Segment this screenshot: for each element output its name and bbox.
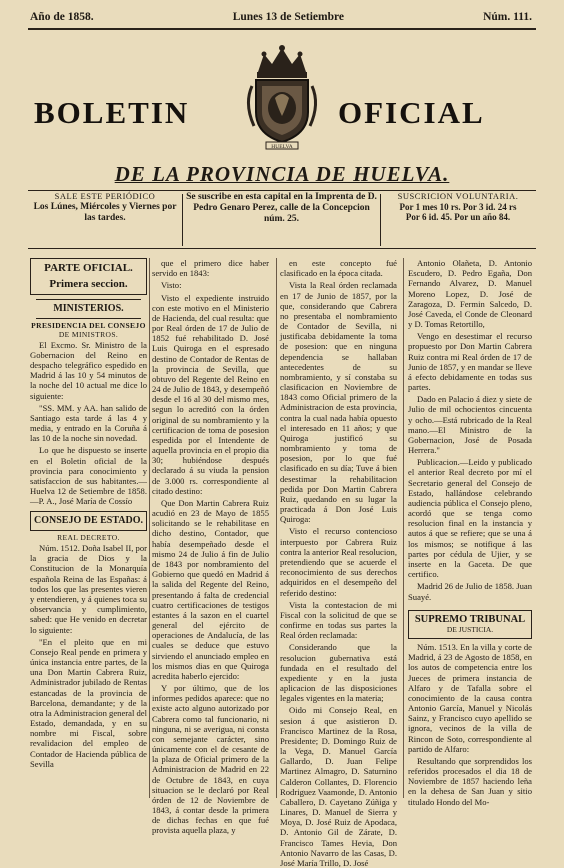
subscription-prices-heading: SUSCRICION VOLUNTARIA. bbox=[397, 191, 519, 201]
masthead-left-word: BOLETIN bbox=[34, 95, 190, 130]
info-rule bbox=[28, 248, 536, 249]
paragraph: Resultando que sorprendidos los referidos procesados el dia 18 de Noviembre de 1857 haciendo leña en la dehesa de San Juan y sitio titulado Hondo del Mo- bbox=[408, 755, 532, 807]
justice-subtitle: DE JUSTICIA. bbox=[446, 625, 494, 635]
decree-heading: REAL DECRETO. bbox=[57, 533, 120, 543]
paragraph: "En el pleito que en mi Consejo Real pende en primera y única instancia entre partes, de la una Don Martin Cabrera Ruiz, Administrador jubilado de Rentas estancadas de la provincia de Barcelona, demandante; y de la otra la Administracion general del Estado, demandada, y en su nombre mi Fiscal, sobre revalidacion del empleo de Contador de Hacienda pública de Sevilla bbox=[30, 636, 147, 769]
subscription-place-text: Se suscribe en esta capital en la Imprenta de D. Pedro Genaro Perez, calle de la Concepcion núm. 25. bbox=[186, 192, 377, 224]
section-title: Primera seccion. bbox=[49, 278, 128, 291]
column-3 bbox=[280, 258, 397, 868]
official-part-title: PARTE OFICIAL. bbox=[44, 262, 133, 274]
column-divider bbox=[149, 258, 150, 798]
issue-date: Lunes 13 de Setiembre bbox=[232, 11, 344, 23]
column-divider bbox=[276, 258, 277, 798]
paragraph: Dado en Palacio á diez y siete de Julio de mil ochocientos cincuenta y ocho.—Está rubricado de la Real mano.—El Ministro de la Gobernacion, José de Posada Herrera." bbox=[408, 394, 532, 456]
publication-days-heading: SALE ESTE PERIÓDICO bbox=[54, 191, 156, 201]
paragraph: Que Don Martin Cabrera Ruiz acudió en 23 de Mayo de 1855 solicitando se le rehabilitase en dicho destino, Contador, que había desempeñado desde el mismo 24 de Julio á fin de Julio de 1843 por nombramiento del Gobierno que quedó en Madrid á la salida del Regente del Reino, presentando á falta de credencial cuatro certificaciones de testigos estantes á la sazon en el cuartel general del ejército de operaciones de Andalucía, de las cuales se deduce que estuvo sirviendo el anunciado empleo en los mismos dias en que Quiroga acredita haberlo ejercido: bbox=[152, 497, 269, 681]
paragraph: Oido mi Consejo Real, en sesion á que asistieron D. Francisco Martinez de la Rosa, Presidente; D. Domingo Ruiz de la Vega, D. Manuel García Gallardo, D. Juan Felipe Martinez Almagro, D. Saturnino Calderon Collantes, D. Florencio Rodriguez Vaamonde, D. Antonio Caballero, D. Cayetano Zúñiga y Linares, D. Manuel de Sierra y Moya, D. José Ruiz de Apodaca, D. Antonio Gil de Zárate, D. Francisco Tames Hevia, Don Antonio Navarro de las Casas, D. José María Trillo, D. José bbox=[280, 705, 397, 868]
ministries-heading: MINISTERIOS. bbox=[53, 303, 124, 315]
column-divider bbox=[403, 258, 404, 798]
issue-year: Año de 1858. bbox=[30, 11, 94, 23]
masthead-subtitle: DE LA PROVINCIA DE HUELVA. bbox=[114, 162, 450, 186]
paragraph: Vengo en desestimar el recurso propuesto por Don Martin Cabrera Ruiz contra mi Real órden de 17 de Junio de 1857, y en mandar se lleve á efecto debidamente en todas sus partes. bbox=[408, 331, 532, 393]
paragraph: Núm. 1513. En la villa y corte de Madrid, á 23 de Agosto de 1858, en los autos de competencia entre los Jueces de primera instancia de Alfaro y de Tafalla sobre el conocimiento de la causa contra Antonio García, Manuel y Nicolás Sainz, y Francisco cuyo apellido se ignora, vecinos de la villa de Rincon de Soto, correspondiente al partido de Alfaro: bbox=[408, 641, 532, 754]
publication-days-text: Los Lúnes, Miércoles y Viernes por las tardes. bbox=[33, 201, 177, 223]
header-rule bbox=[28, 28, 536, 30]
paragraph: El Excmo. Sr. Ministro de la Gobernacion del Reino en despacho telegráfico espedido en Madrid á las 10 y 54 minutos de la noche del 10 actual me dice lo siguiente: bbox=[30, 339, 147, 401]
official-part-box bbox=[30, 258, 147, 295]
supreme-court-title: SUPREMO TRIBUNAL bbox=[414, 613, 526, 625]
subscription-prices-line2: Por 6 id. 45. Por un año 84. bbox=[405, 212, 511, 223]
paragraph: "SS. MM. y AA. han salido de Santiago esta tarde á las 4 y media, y entrado en la Coruña á las 10 de la noche sin novedad. bbox=[30, 402, 147, 444]
paragraph: Publicacion.—Leido y publicado el anterior Real decreto por mí el Secretario general del Consejo de Estado, hallándose celebrando audiencia pública el Consejo pleno, acordó que se tenga como resolucion final en la instancia y autos á que se refiere; que se una á los mismos; se notifique á las partes por cédula de Ujier, y se inserte en la Gaceta. De que certifico. bbox=[408, 457, 532, 580]
coat-of-arms-icon bbox=[242, 42, 322, 150]
paragraph: Visto el recurso contencioso interpuesto por Cabrera Ruiz contra la anterior Real resolucion, pretendiendo que se acuerde el reconocimiento de sus derechos adquiridos en el desempeño del referido destino: bbox=[280, 526, 397, 598]
ministers-subheading: DE MINISTROS. bbox=[58, 329, 119, 339]
crest-ribbon-text: HUELVA bbox=[271, 144, 293, 150]
paragraph: en este concepto fué clasificado en la época citada. bbox=[280, 258, 397, 279]
subscription-prices-line1: Por 1 mes 10 rs. Por 3 id. 24 rs bbox=[399, 201, 517, 212]
paragraph: Antonio Olañeta, D. Antonio Escudero, D. Pedro Egaña, Don Fernando Alvarez, D. Manuel Moreno Lopez, D. José de Zaragoza, D. Fermin Salcedo, D. José Caveda, el Conde de Cleonard y D. Tomas Retortillo, bbox=[408, 258, 532, 330]
presidency-heading: PRESIDENCIA DEL CONSEJO bbox=[31, 320, 146, 330]
paragraph: Madrid 26 de Julio de 1858. Juan Suayé. bbox=[408, 581, 532, 602]
council-heading: CONSEJO DE ESTADO. bbox=[30, 511, 147, 531]
paragraph: Considerando que la resolucion gubernativa está fundada en el resultado del expediente y en la justa aplicacion de las disposiciones legales vigentes en la materia; bbox=[280, 642, 397, 704]
paragraph: Vista la contestacion de mi Fiscal con la solicitud de que se confirme en todas sus partes la Real órden reclamada: bbox=[280, 599, 397, 641]
issue-header bbox=[30, 8, 532, 26]
subscription-place bbox=[185, 192, 378, 248]
paragraph: Visto: bbox=[161, 280, 182, 291]
subscription-prices bbox=[382, 192, 534, 248]
publication-days bbox=[30, 192, 180, 248]
paragraph: Núm. 1512. Doña Isabel II, por la gracia de Dios y la Constitucion de la Monarquía española Reina de las Españas: á todos los que las presentes vieren y entendieren, y á quienes toca su observancia y cumplimiento, sabed: que He venido en decretar lo siguiente: bbox=[30, 543, 147, 635]
column-4 bbox=[408, 258, 532, 807]
masthead-right-word: OFICIAL bbox=[338, 95, 485, 130]
supreme-court-heading bbox=[408, 610, 532, 639]
paragraph: que el primero dice haber servido en 1843: bbox=[152, 258, 269, 279]
divider bbox=[36, 299, 141, 300]
paragraph: Y por último, que de los informes pedidos aparece: que no existe acto alguno autorizado por Cabrera como tal funcionario, ni ninguna, ni se averigua, ni consta con semejante carácter, sino únicamente con el de cesante de la plaza de Oficial primero de la Administracion de Madrid en 22 de Octubre de 1843, en cuya situacion se le declaró por Real órden de 12 de Noviembre de 1843, á contar desde la primera de dichas fechas en que fué provista aquella plaza, y bbox=[152, 683, 269, 836]
info-divider bbox=[182, 194, 183, 246]
column-1 bbox=[30, 258, 147, 798]
info-divider bbox=[380, 194, 381, 246]
paragraph: Visto el expediente instruido con este motivo en el Ministerio de Hacienda, del cual resulta: que por Real órden de 17 de Julio de 1852 fué rehabilitado D. José Luis Quiroga en el espresado destino de Contador de Rentas de la provincia de Sevilla, que obtuvo del Regente del Reino en 24 de Julio de 1843, y desempeñó desde el 16 al 30 del mismo mes, segun lo acreditó con la órden original de su nombramiento y la certificacion de toma de posesion espedida por el Intendente de aquella provincia en el propio dia 30; hubiéndose después declarado á su viuda la pension de 3.000 rs. correspondiente al citado destino: bbox=[152, 292, 269, 496]
column-2 bbox=[152, 258, 269, 836]
issue-number: Núm. 111. bbox=[483, 11, 532, 23]
divider bbox=[36, 318, 141, 319]
paragraph: Lo que he dispuesto se inserte en el Boletin oficial de la provincia para conocimiento y satisfaccion de sus habitantes.—Huelva 12 de Setiembre de 1858.—P. A., José María de Cossío bbox=[30, 445, 147, 507]
paragraph: Vista la Real órden reclamada en 17 de Junio de 1857, por la que, considerando que Cabrera no presentaba el nombramiento de Contador de Sevilla, ni justificaba debidamente la toma de posesion: que en ninguna dependencia se hallaban antecedentes de su nombramiento, y sí constaba su clasificacion en Noviembre de 1843 como Oficial primero de la Administracion de esta provincia, contra la cual nada había opuesto el interesado en 11 años; y que Quiroga justificó su nombramiento y toma de posesion, por lo que fué clasificado en su día; Tuve á bien desestimar la rehabilitacion pedida por Don Martin Cabrera Ruiz, quedando en su lugar la practicada á Don José Luis Quiroga: bbox=[280, 280, 397, 525]
